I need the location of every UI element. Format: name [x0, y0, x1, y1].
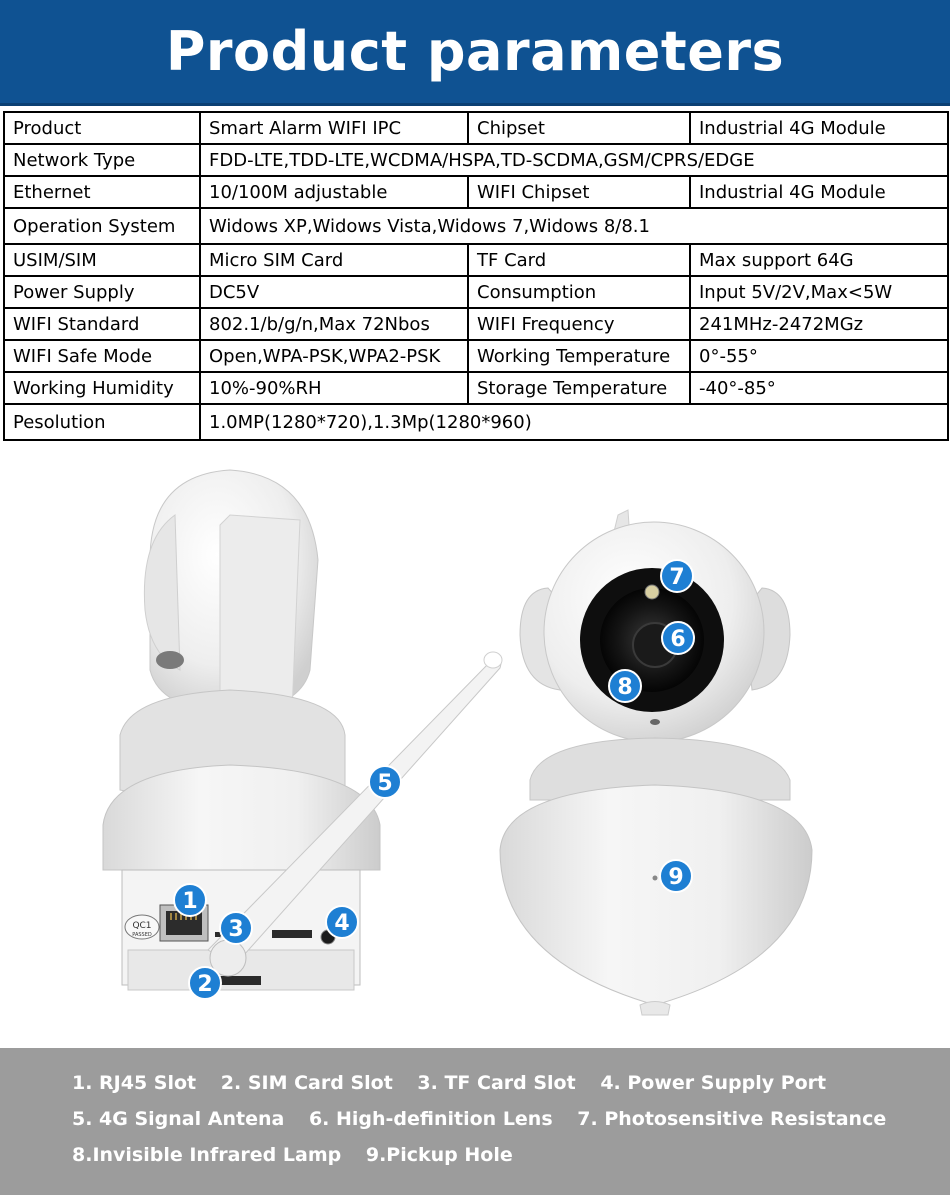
- table-row: [4, 176, 948, 208]
- page-header: [0, 0, 950, 106]
- table-row: [4, 112, 948, 144]
- param-label: Operation System: [4, 208, 200, 244]
- callout-number: 1: [182, 889, 198, 914]
- param-label: Ethernet: [4, 176, 200, 208]
- callout-number: 2: [197, 972, 213, 997]
- param-value: FDD-LTE,TDD-LTE,WCDMA/HSPA,TD-SCDMA,GSM/CPRS/EDGE: [200, 144, 948, 176]
- param-value: 0°-55°: [690, 340, 948, 372]
- param-value: Open,WPA-PSK,WPA2-PSK: [200, 340, 468, 372]
- param-label: Pesolution: [4, 404, 200, 440]
- legend-item: 5. 4G Signal Antena: [72, 1108, 285, 1130]
- param-label: Network Type: [4, 144, 200, 176]
- camera-front-view: [500, 510, 812, 1015]
- callout-number: 6: [670, 627, 686, 652]
- param-value: 10%-90%RH: [200, 372, 468, 404]
- legend-line: [72, 1106, 950, 1142]
- param-label: Consumption: [468, 276, 690, 308]
- param-label: TF Card: [468, 244, 690, 276]
- param-label: Chipset: [468, 112, 690, 144]
- param-value: -40°-85°: [690, 372, 948, 404]
- param-value: Smart Alarm WIFI IPC: [200, 112, 468, 144]
- param-value: 241MHz-2472MGz: [690, 308, 948, 340]
- param-value: Industrial 4G Module: [690, 176, 948, 208]
- product-photo: [0, 440, 950, 1040]
- param-value: Input 5V/2V,Max<5W: [690, 276, 948, 308]
- param-label: WIFI Frequency: [468, 308, 690, 340]
- table-row: [4, 208, 948, 244]
- param-value: DC5V: [200, 276, 468, 308]
- callout-number: 8: [617, 675, 633, 700]
- legend-item: 3. TF Card Slot: [417, 1072, 576, 1094]
- param-label: Working Temperature: [468, 340, 690, 372]
- table-row: [4, 144, 948, 176]
- legend-item: 6. High-definition Lens: [308, 1108, 553, 1130]
- legend-item: 9.Pickup Hole: [365, 1144, 513, 1166]
- table-row: [4, 372, 948, 404]
- legend-item: 4. Power Supply Port: [600, 1072, 827, 1094]
- callout-number: 9: [668, 865, 684, 890]
- param-value: 802.1/b/g/n,Max 72Nbos: [200, 308, 468, 340]
- parameters-table: [3, 111, 949, 441]
- param-value: 1.0MP(1280*720),1.3Mp(1280*960): [200, 404, 948, 440]
- param-label: WIFI Chipset: [468, 176, 690, 208]
- legend-line: [72, 1070, 950, 1106]
- callout-number: 7: [669, 565, 685, 590]
- param-label: Storage Temperature: [468, 372, 690, 404]
- table-row: [4, 308, 948, 340]
- table-row: [4, 244, 948, 276]
- table-row: [4, 340, 948, 372]
- legend-item: 7. Photosensitive Resistance: [577, 1108, 887, 1130]
- legend-item: 2. SIM Card Slot: [220, 1072, 393, 1094]
- legend-item: 8.Invisible Infrared Lamp: [72, 1144, 342, 1166]
- qc-label: QC1: [132, 921, 152, 931]
- parts-legend: [0, 1048, 950, 1195]
- legend-item: 1. RJ45 Slot: [72, 1072, 197, 1094]
- param-value: Micro SIM Card: [200, 244, 468, 276]
- callout-number: 5: [377, 771, 393, 796]
- param-value: Max support 64G: [690, 244, 948, 276]
- legend-line: [72, 1142, 950, 1178]
- param-label: Working Humidity: [4, 372, 200, 404]
- param-label: Product: [4, 112, 200, 144]
- param-label: WIFI Standard: [4, 308, 200, 340]
- param-value: Industrial 4G Module: [690, 112, 948, 144]
- callout-number: 4: [334, 911, 350, 936]
- param-label: WIFI Safe Mode: [4, 340, 200, 372]
- table-row: [4, 404, 948, 440]
- param-value: 10/100M adjustable: [200, 176, 468, 208]
- param-label: Power Supply: [4, 276, 200, 308]
- table-row: [4, 276, 948, 308]
- param-value: Widows XP,Widows Vista,Widows 7,Widows 8/8.1: [200, 208, 948, 244]
- qc-sublabel: PASSED: [132, 932, 152, 938]
- camera-rear-view: [103, 470, 502, 990]
- callout-number: 3: [228, 917, 244, 942]
- page-title: Product parameters: [165, 20, 785, 83]
- param-label: USIM/SIM: [4, 244, 200, 276]
